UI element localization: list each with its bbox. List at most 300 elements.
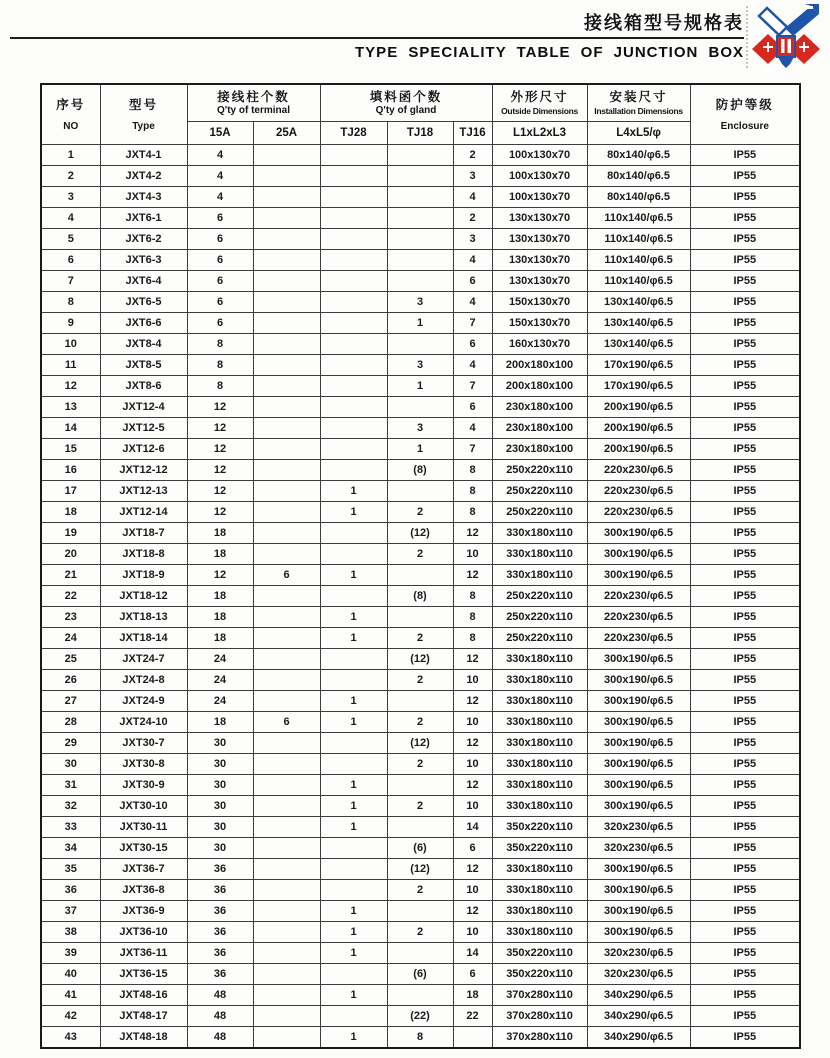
cell-type: JXT36-8 [100,880,187,901]
cell-qty-25a [253,334,320,355]
cell-enclosure: IP55 [690,838,800,859]
cell-type: JXT12-4 [100,397,187,418]
cell-installation-dimensions: 110x140/φ6.5 [587,229,690,250]
cell-qty-tj16: 8 [453,586,492,607]
cell-qty-tj18 [387,901,453,922]
cell-qty-15a: 18 [187,628,253,649]
cell-qty-tj16: 7 [453,376,492,397]
cell-enclosure: IP55 [690,523,800,544]
cell-no: 9 [41,313,100,334]
cell-qty-15a: 48 [187,985,253,1006]
cell-qty-25a [253,376,320,397]
cell-outside-dimensions: 330x180x110 [492,859,587,880]
cell-outside-dimensions: 330x180x110 [492,691,587,712]
page-title-english: TYPE SPECIALITY TABLE OF JUNCTION BOX [355,44,744,61]
cell-qty-tj18: 2 [387,670,453,691]
cell-qty-tj16: 6 [453,964,492,985]
cell-installation-dimensions: 130x140/φ6.5 [587,313,690,334]
cell-outside-dimensions: 330x180x110 [492,754,587,775]
cell-outside-dimensions: 330x180x110 [492,880,587,901]
cell-no: 30 [41,754,100,775]
cell-qty-tj16: 12 [453,691,492,712]
cell-qty-tj28 [320,334,387,355]
cell-installation-dimensions: 80x140/φ6.5 [587,166,690,187]
cell-qty-tj16: 12 [453,733,492,754]
cell-installation-dimensions: 300x190/φ6.5 [587,733,690,754]
cell-qty-tj28 [320,649,387,670]
col-header-no-en: NO [63,121,79,132]
cell-no: 27 [41,691,100,712]
cell-qty-tj28 [320,439,387,460]
cell-type: JXT8-6 [100,376,187,397]
cell-qty-tj28: 1 [320,565,387,586]
cell-qty-15a: 18 [187,523,253,544]
cell-installation-dimensions: 170x190/φ6.5 [587,355,690,376]
cell-installation-dimensions: 320x230/φ6.5 [587,943,690,964]
cell-outside-dimensions: 130x130x70 [492,208,587,229]
cell-qty-25a [253,439,320,460]
cell-enclosure: IP55 [690,271,800,292]
cell-outside-dimensions: 130x130x70 [492,250,587,271]
cell-outside-dimensions: 130x130x70 [492,229,587,250]
cell-enclosure: IP55 [690,859,800,880]
cell-qty-tj16: 2 [453,145,492,166]
table-row [41,1027,800,1049]
table-row [41,229,800,250]
cell-type: JXT36-15 [100,964,187,985]
cell-installation-dimensions: 300x190/φ6.5 [587,775,690,796]
cell-enclosure: IP55 [690,733,800,754]
cell-qty-tj28 [320,733,387,754]
cell-qty-tj18 [387,817,453,838]
cell-qty-25a [253,838,320,859]
table-row [41,271,800,292]
cell-no: 29 [41,733,100,754]
cell-qty-15a: 30 [187,775,253,796]
cell-enclosure: IP55 [690,964,800,985]
cell-qty-tj18: (22) [387,1006,453,1027]
cell-qty-tj28 [320,418,387,439]
cell-qty-15a: 4 [187,166,253,187]
cell-qty-tj28 [320,859,387,880]
cell-qty-tj28 [320,586,387,607]
cell-qty-tj18 [387,565,453,586]
cell-installation-dimensions: 300x190/φ6.5 [587,859,690,880]
cell-qty-tj16: 10 [453,670,492,691]
cell-qty-tj28 [320,145,387,166]
logo-divider [746,6,748,68]
cell-installation-dimensions: 300x190/φ6.5 [587,649,690,670]
cell-type: JXT30-8 [100,754,187,775]
cell-no: 26 [41,670,100,691]
cell-type: JXT48-17 [100,1006,187,1027]
cell-no: 22 [41,586,100,607]
cell-qty-tj16: 7 [453,313,492,334]
cell-qty-tj28: 1 [320,943,387,964]
cell-installation-dimensions: 320x230/φ6.5 [587,817,690,838]
cell-qty-tj28 [320,229,387,250]
cell-qty-tj16: 10 [453,880,492,901]
cell-qty-tj28 [320,964,387,985]
col-header-tj18: TJ18 [387,122,453,145]
table-row [41,670,800,691]
cell-qty-tj28 [320,208,387,229]
cell-enclosure: IP55 [690,880,800,901]
cell-qty-25a [253,628,320,649]
cell-qty-25a [253,166,320,187]
cell-qty-15a: 12 [187,502,253,523]
cell-type: JXT6-5 [100,292,187,313]
cell-qty-15a: 8 [187,334,253,355]
cell-qty-tj28 [320,880,387,901]
cell-qty-tj16: 18 [453,985,492,1006]
cell-qty-15a: 12 [187,481,253,502]
cell-type: JXT18-14 [100,628,187,649]
cell-qty-tj28: 1 [320,796,387,817]
cell-qty-tj28: 1 [320,922,387,943]
cell-type: JXT18-13 [100,607,187,628]
cell-enclosure: IP55 [690,502,800,523]
cell-qty-tj18 [387,229,453,250]
cell-qty-tj18 [387,607,453,628]
cell-installation-dimensions: 200x190/φ6.5 [587,418,690,439]
cell-qty-tj16: 4 [453,355,492,376]
cell-qty-tj18 [387,397,453,418]
cell-qty-tj16: 3 [453,229,492,250]
cell-type: JXT18-8 [100,544,187,565]
cell-qty-tj16: 4 [453,250,492,271]
cell-enclosure: IP55 [690,586,800,607]
cell-qty-25a [253,145,320,166]
table-row [41,208,800,229]
cell-qty-15a: 12 [187,418,253,439]
cell-type: JXT12-13 [100,481,187,502]
col-header-25a: 25A [253,122,320,145]
cell-qty-tj16: 14 [453,943,492,964]
cell-enclosure: IP55 [690,481,800,502]
cell-qty-tj18 [387,145,453,166]
cell-no: 17 [41,481,100,502]
cell-qty-15a: 18 [187,712,253,733]
cell-outside-dimensions: 250x220x110 [492,586,587,607]
cell-no: 38 [41,922,100,943]
cell-qty-tj18 [387,775,453,796]
table-body [41,145,800,1049]
table-row [41,901,800,922]
cell-outside-dimensions: 350x220x110 [492,964,587,985]
cell-qty-25a [253,250,320,271]
cell-qty-tj28 [320,838,387,859]
cell-type: JXT48-18 [100,1027,187,1049]
cell-installation-dimensions: 340x290/φ6.5 [587,1027,690,1049]
cell-outside-dimensions: 370x280x110 [492,1006,587,1027]
cell-installation-dimensions: 300x190/φ6.5 [587,670,690,691]
cell-installation-dimensions: 340x290/φ6.5 [587,985,690,1006]
cell-type: JXT36-10 [100,922,187,943]
cell-qty-tj16: 10 [453,922,492,943]
cell-no: 31 [41,775,100,796]
table-row [41,313,800,334]
cell-qty-tj18 [387,334,453,355]
cell-type: JXT24-7 [100,649,187,670]
cell-qty-15a: 6 [187,250,253,271]
cell-qty-tj16: 8 [453,502,492,523]
table-row [41,922,800,943]
cell-installation-dimensions: 320x230/φ6.5 [587,964,690,985]
cell-no: 4 [41,208,100,229]
col-header-no-cn: 序号 [56,98,86,112]
cell-outside-dimensions: 330x180x110 [492,523,587,544]
cell-qty-tj18: 3 [387,418,453,439]
cell-type: JXT6-6 [100,313,187,334]
cell-qty-tj18: (12) [387,649,453,670]
cell-outside-dimensions: 200x180x100 [492,355,587,376]
cell-enclosure: IP55 [690,628,800,649]
cell-qty-tj18: (6) [387,838,453,859]
table-row [41,418,800,439]
cell-installation-dimensions: 220x230/φ6.5 [587,607,690,628]
cell-qty-tj16: 12 [453,565,492,586]
table-row [41,586,800,607]
cell-qty-15a: 24 [187,691,253,712]
cell-type: JXT18-12 [100,586,187,607]
cell-qty-tj16: 6 [453,397,492,418]
cell-qty-tj18 [387,166,453,187]
cell-installation-dimensions: 200x190/φ6.5 [587,397,690,418]
cell-qty-tj18: 2 [387,712,453,733]
cell-no: 32 [41,796,100,817]
col-header-enclosure-en: Enclosure [720,121,769,132]
table-row [41,649,800,670]
cell-outside-dimensions: 100x130x70 [492,187,587,208]
cell-installation-dimensions: 200x190/φ6.5 [587,439,690,460]
cell-qty-tj28 [320,187,387,208]
cell-type: JXT6-2 [100,229,187,250]
cell-enclosure: IP55 [690,1006,800,1027]
table-row [41,187,800,208]
cell-outside-dimensions: 100x130x70 [492,145,587,166]
cell-qty-tj16: 6 [453,271,492,292]
cell-qty-15a: 18 [187,586,253,607]
cell-outside-dimensions: 330x180x110 [492,733,587,754]
cell-qty-tj16: 6 [453,334,492,355]
cell-type: JXT6-3 [100,250,187,271]
cell-qty-tj18: (12) [387,859,453,880]
cell-type: JXT30-7 [100,733,187,754]
cell-enclosure: IP55 [690,250,800,271]
cell-qty-15a: 12 [187,460,253,481]
cell-qty-tj16: 10 [453,544,492,565]
header-rule [10,37,744,39]
col-header-gland [320,84,492,122]
cell-qty-tj16: 4 [453,187,492,208]
cell-qty-15a: 36 [187,901,253,922]
cell-qty-15a: 36 [187,880,253,901]
cell-no: 37 [41,901,100,922]
cell-no: 6 [41,250,100,271]
cell-no: 23 [41,607,100,628]
cell-enclosure: IP55 [690,691,800,712]
cell-qty-25a [253,355,320,376]
cell-qty-tj18: (12) [387,523,453,544]
cell-qty-tj16: 3 [453,166,492,187]
cell-qty-tj28: 1 [320,691,387,712]
cell-enclosure: IP55 [690,166,800,187]
cell-no: 33 [41,817,100,838]
table-row [41,292,800,313]
cell-type: JXT8-4 [100,334,187,355]
cell-no: 21 [41,565,100,586]
cell-qty-15a: 36 [187,922,253,943]
cell-installation-dimensions: 220x230/φ6.5 [587,502,690,523]
cell-qty-15a: 4 [187,187,253,208]
cell-qty-tj28 [320,313,387,334]
cell-qty-15a: 48 [187,1006,253,1027]
cell-installation-dimensions: 300x190/φ6.5 [587,523,690,544]
cell-no: 11 [41,355,100,376]
cell-no: 25 [41,649,100,670]
cell-enclosure: IP55 [690,397,800,418]
cell-qty-tj16: 2 [453,208,492,229]
cell-qty-25a [253,985,320,1006]
cell-qty-tj28 [320,250,387,271]
cell-installation-dimensions: 300x190/φ6.5 [587,544,690,565]
cell-qty-tj16: 6 [453,838,492,859]
cell-qty-tj28: 1 [320,712,387,733]
cell-type: JXT30-10 [100,796,187,817]
cell-type: JXT12-12 [100,460,187,481]
cell-outside-dimensions: 250x220x110 [492,502,587,523]
brand-logo-icon [750,2,822,70]
cell-qty-tj18 [387,271,453,292]
cell-enclosure: IP55 [690,817,800,838]
cell-qty-tj16: 8 [453,460,492,481]
table-row [41,754,800,775]
cell-qty-tj16: 10 [453,796,492,817]
cell-qty-25a [253,901,320,922]
col-header-terminal [187,84,320,122]
col-header-gland-en: Q'ty of gland [375,104,437,116]
cell-qty-15a: 12 [187,439,253,460]
table-row [41,712,800,733]
cell-outside-dimensions: 230x180x100 [492,439,587,460]
cell-no: 34 [41,838,100,859]
cell-qty-tj18: 1 [387,376,453,397]
cell-qty-15a: 30 [187,733,253,754]
table-row [41,964,800,985]
cell-no: 18 [41,502,100,523]
cell-outside-dimensions: 150x130x70 [492,292,587,313]
cell-qty-tj28 [320,754,387,775]
cell-enclosure: IP55 [690,355,800,376]
cell-qty-25a [253,397,320,418]
cell-type: JXT18-7 [100,523,187,544]
cell-qty-tj28 [320,355,387,376]
col-header-install-en: Installation Dimensions [594,105,683,116]
cell-qty-15a: 6 [187,229,253,250]
col-header-install [587,84,690,122]
cell-no: 39 [41,943,100,964]
cell-installation-dimensions: 220x230/φ6.5 [587,481,690,502]
cell-qty-tj28: 1 [320,481,387,502]
cell-qty-15a: 24 [187,649,253,670]
cell-qty-25a [253,1027,320,1049]
page-header [0,0,830,83]
cell-qty-25a [253,502,320,523]
col-header-type [100,84,187,145]
table-row [41,250,800,271]
cell-qty-tj18 [387,943,453,964]
cell-outside-dimensions: 330x180x110 [492,796,587,817]
table-head [41,84,800,145]
cell-qty-25a [253,943,320,964]
cell-qty-25a: 6 [253,712,320,733]
cell-qty-25a [253,733,320,754]
cell-no: 12 [41,376,100,397]
cell-type: JXT12-6 [100,439,187,460]
cell-qty-tj18: 1 [387,439,453,460]
table-row [41,544,800,565]
cell-type: JXT6-1 [100,208,187,229]
cell-enclosure: IP55 [690,649,800,670]
table-row [41,838,800,859]
cell-type: JXT18-9 [100,565,187,586]
cell-qty-tj18: 2 [387,544,453,565]
cell-qty-25a [253,229,320,250]
cell-outside-dimensions: 330x180x110 [492,565,587,586]
cell-qty-tj16 [453,1027,492,1049]
cell-installation-dimensions: 320x230/φ6.5 [587,838,690,859]
cell-qty-25a [253,1006,320,1027]
cell-qty-25a [253,292,320,313]
cell-qty-25a [253,208,320,229]
cell-qty-25a [253,859,320,880]
cell-enclosure: IP55 [690,670,800,691]
cell-installation-dimensions: 300x190/φ6.5 [587,691,690,712]
cell-qty-tj16: 12 [453,901,492,922]
cell-installation-dimensions: 110x140/φ6.5 [587,250,690,271]
cell-qty-tj28: 1 [320,817,387,838]
cell-qty-tj28 [320,1006,387,1027]
cell-outside-dimensions: 150x130x70 [492,313,587,334]
cell-qty-25a [253,649,320,670]
table-row [41,502,800,523]
cell-outside-dimensions: 330x180x110 [492,922,587,943]
cell-outside-dimensions: 350x220x110 [492,943,587,964]
cell-qty-tj28 [320,544,387,565]
cell-qty-25a [253,586,320,607]
table-row [41,439,800,460]
cell-type: JXT6-4 [100,271,187,292]
col-header-no [41,84,100,145]
table-row [41,397,800,418]
cell-qty-25a [253,754,320,775]
cell-no: 7 [41,271,100,292]
cell-outside-dimensions: 330x180x110 [492,901,587,922]
cell-outside-dimensions: 160x130x70 [492,334,587,355]
cell-qty-25a [253,418,320,439]
table-row [41,691,800,712]
cell-qty-15a: 36 [187,964,253,985]
cell-qty-tj28: 1 [320,985,387,1006]
cell-enclosure: IP55 [690,796,800,817]
cell-qty-25a [253,481,320,502]
cell-qty-tj18 [387,481,453,502]
cell-no: 42 [41,1006,100,1027]
cell-type: JXT36-9 [100,901,187,922]
cell-qty-tj16: 4 [453,418,492,439]
cell-enclosure: IP55 [690,145,800,166]
